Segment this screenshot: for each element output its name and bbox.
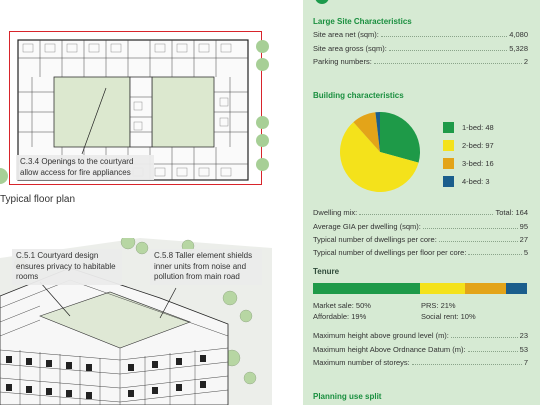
max-height-aod-row xyxy=(313,344,528,354)
row-value: 95 xyxy=(519,222,528,231)
legend-label: 2-bed: 97 xyxy=(462,140,494,150)
legend-label: 3-bed: 16 xyxy=(462,158,494,168)
row-label: Site area gross (sqm): xyxy=(313,44,387,53)
site-data-panel xyxy=(303,0,540,405)
tree xyxy=(256,58,269,71)
legend-label: 4-bed: 3 xyxy=(462,176,490,186)
tree xyxy=(256,134,269,147)
row-label: Maximum height above ground level (m): xyxy=(313,331,449,340)
row-value: 2 xyxy=(523,57,528,66)
legend-item-3-bed xyxy=(443,157,494,169)
building-characteristics-title: Building characteristics xyxy=(313,91,404,100)
dwellings-per-floor-row xyxy=(313,247,528,257)
tenure-segment-market-sale xyxy=(313,283,420,294)
site-characteristics-title: Large Site Characteristics xyxy=(313,17,412,26)
floor-plan xyxy=(9,31,262,185)
tree xyxy=(0,168,8,184)
row-value: Total: 164 xyxy=(495,208,528,217)
callout-openings: C.3.4 Openings to the courtyard allow access for fire appliances xyxy=(16,155,154,180)
legend-item-2-bed xyxy=(443,139,494,151)
dwelling-mix-row xyxy=(313,207,528,217)
site-area-gross-row xyxy=(313,43,528,53)
legend-swatch xyxy=(443,140,454,151)
callout-taller-element: C.5.8 Taller element shields inner units from noise and pollution from main road xyxy=(150,249,262,285)
row-value: 5 xyxy=(523,248,528,257)
row-value: 53 xyxy=(519,345,528,354)
axonometric-view xyxy=(0,238,272,405)
row-label: Parking numbers: xyxy=(313,57,372,66)
callout-courtyard: C.5.1 Courtyard design ensures privacy to habitable rooms xyxy=(12,249,122,285)
legend-swatch xyxy=(443,176,454,187)
max-height-ground-row xyxy=(313,330,528,340)
legend-item-4-bed xyxy=(443,175,490,187)
tenure-social-rent: Social rent: 10% xyxy=(421,312,476,321)
tenure-segment-social-rent xyxy=(506,283,527,294)
tenure-affordable: Affordable: 19% xyxy=(313,312,367,321)
legend-swatch xyxy=(443,158,454,169)
dwelling-mix-pie-chart xyxy=(338,110,422,194)
row-label: Typical number of dwellings per core: xyxy=(313,235,437,244)
average-gia-row xyxy=(313,221,528,231)
legend-item-1-bed xyxy=(443,121,494,133)
row-value: 27 xyxy=(519,235,528,244)
tenure-segment-affordable xyxy=(465,283,506,294)
row-label: Maximum number of storeys: xyxy=(313,358,410,367)
row-label: Maximum height Above Ordnance Datum (m): xyxy=(313,345,466,354)
tenure-market-sale: Market sale: 50% xyxy=(313,301,371,310)
row-label: Dwelling mix: xyxy=(313,208,358,217)
row-label: Average GIA per dwelling (sqm): xyxy=(313,222,421,231)
row-value: 5,328 xyxy=(509,44,528,53)
tree xyxy=(256,116,269,129)
tenure-bar xyxy=(313,283,527,294)
tenure-title: Tenure xyxy=(313,267,340,276)
max-storeys-row xyxy=(313,357,528,367)
tree xyxy=(256,40,269,53)
legend-label: 1-bed: 48 xyxy=(462,122,494,132)
dwellings-per-core-row xyxy=(313,234,528,244)
tree xyxy=(256,158,269,171)
row-label: Site area net (sqm): xyxy=(313,30,379,39)
plan-caption: Typical floor plan xyxy=(0,194,76,205)
site-area-net-row xyxy=(313,29,528,39)
row-label: Typical number of dwellings per floor per core: xyxy=(313,248,467,257)
row-value: 4,080 xyxy=(509,30,528,39)
panel-badge-icon xyxy=(315,0,329,4)
planning-use-split-title: Planning use split xyxy=(313,392,382,401)
parking-numbers-row xyxy=(313,56,528,66)
tenure-segment-prs xyxy=(420,283,465,294)
row-value: 7 xyxy=(523,358,528,367)
tenure-prs: PRS: 21% xyxy=(421,301,456,310)
legend-swatch xyxy=(443,122,454,133)
row-value: 23 xyxy=(519,331,528,340)
